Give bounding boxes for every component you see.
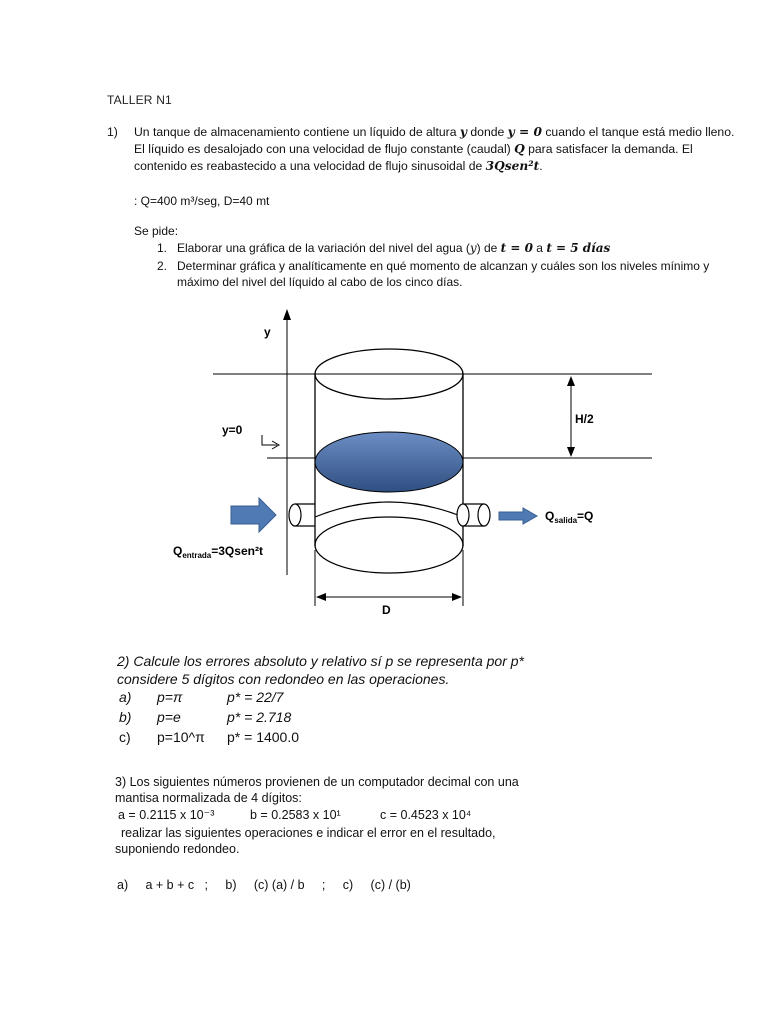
var-y: y xyxy=(459,125,467,139)
t0: t = 0 xyxy=(500,241,533,255)
q-inlet-main: Q xyxy=(173,544,183,558)
liquid-surface xyxy=(315,432,463,492)
problem-2 xyxy=(117,652,597,752)
inlet-pipe-end xyxy=(289,504,301,526)
problem-2-c-p: p=10^π xyxy=(157,729,205,745)
text: cuando el tanque está medio lleno. xyxy=(541,125,735,139)
var-q: Q xyxy=(514,142,525,156)
text: ) de xyxy=(476,241,501,255)
q-inlet-rest: =3Qsen²t xyxy=(211,544,263,558)
expr-3qsen2t: 3Qsen²t xyxy=(485,159,540,173)
h2-arrow-bottom xyxy=(567,447,575,457)
d-arrow-right xyxy=(452,593,462,601)
text: contenido es reabastecido a una velocidad de flujo sinusoidal de xyxy=(134,159,486,173)
text: donde xyxy=(467,125,508,139)
problem-2-a-pstar: p* = 22/7 xyxy=(227,689,284,705)
q-inlet-sub: entrada xyxy=(182,551,212,560)
task-2-line-2: máximo del nivel del líquido al cabo de los cinco días. xyxy=(177,275,463,289)
problem-1-number: 1) xyxy=(107,125,118,139)
q-outlet-sub: salida xyxy=(554,516,578,525)
problem-3-line-1: 3) Los siguientes números provienen de un computador decimal con una xyxy=(115,775,519,789)
inlet-arrow-icon xyxy=(231,498,276,532)
text: El líquido es desalojado con una velocidad de flujo constante (caudal) xyxy=(134,142,515,156)
t5: t = 5 días xyxy=(546,241,611,255)
problem-2-b-p: p=e xyxy=(157,709,181,725)
outlet-pipe-end xyxy=(478,504,490,526)
var-y: y xyxy=(469,241,477,255)
page-title: TALLER N1 xyxy=(107,93,172,107)
problem-3-operations: a) a + b + c ; b) (c) (a) / b ; c) (c) / (b) xyxy=(117,878,411,892)
problem-3-line-2: mantisa normalizada de 4 dígitos: xyxy=(115,791,302,805)
outlet-arrow-icon xyxy=(499,508,537,524)
d-arrow-left xyxy=(316,593,326,601)
problem-3-b-value: b = 0.2583 x 10¹ xyxy=(250,808,341,822)
q-inlet-label xyxy=(173,544,263,560)
problem-2-b-pstar: p* = 2.718 xyxy=(227,709,292,725)
text: Elaborar una gráfica de la variación del nivel del agua ( xyxy=(177,241,470,255)
q-outlet-rest: =Q xyxy=(577,509,594,523)
problem-2-a-label: a) xyxy=(119,689,132,705)
d-label: D xyxy=(382,603,391,617)
text: a xyxy=(532,241,547,255)
text: Un tanque de almacenamiento contiene un líquido de altura xyxy=(134,125,460,139)
outlet-pipe-start xyxy=(457,504,469,526)
problem-2-b-label: b) xyxy=(119,709,132,725)
problem-2-c-label: c) xyxy=(119,729,131,745)
given-data: : Q=400 m³/seg, D=40 mt xyxy=(134,194,270,208)
text: . xyxy=(539,159,543,173)
h2-arrow-top xyxy=(567,376,575,386)
problem-3 xyxy=(115,774,545,894)
problem-2-line-1: 2) Calcule los errores absoluto y relativo sí p se representa por p* xyxy=(117,653,524,669)
eq-y0: y = 0 xyxy=(507,125,542,139)
y0-marker xyxy=(262,435,277,445)
problem-2-c-pstar: p* = 1400.0 xyxy=(227,729,300,745)
q-outlet-label xyxy=(545,509,593,525)
problem-2-a-p: p=π xyxy=(157,689,183,705)
problem-3-line-5: suponiendo redondeo. xyxy=(115,842,240,856)
problem-3-line-4: realizar las siguientes operaciones e indicar el error en el resultado, xyxy=(121,826,496,840)
tank-section-curve xyxy=(315,502,463,517)
tank-bottom xyxy=(315,517,463,573)
h2-label: H/2 xyxy=(575,412,594,426)
q-outlet-main: Q xyxy=(545,509,555,523)
problem-3-a-value: a = 0.2115 x 10⁻³ xyxy=(118,808,215,822)
y-axis-label: y xyxy=(264,325,271,339)
text: para satisfacer la demanda. El xyxy=(524,142,693,156)
problem-3-c-value: c = 0.4523 x 10⁴ xyxy=(380,808,472,822)
task-2-number: 2. xyxy=(157,259,168,273)
se-pide-label: Se pide: xyxy=(134,224,179,238)
task-1-number: 1. xyxy=(157,241,168,255)
y0-label: y=0 xyxy=(222,423,243,437)
problem-2-line-2: considere 5 dígitos con redondeo en las operaciones. xyxy=(117,671,450,687)
task-2-line-1: Determinar gráfica y analíticamente en qué momento de alcanzan y cuáles son los niveles mínimo y xyxy=(177,259,710,273)
y-axis-arrowhead xyxy=(283,309,291,320)
